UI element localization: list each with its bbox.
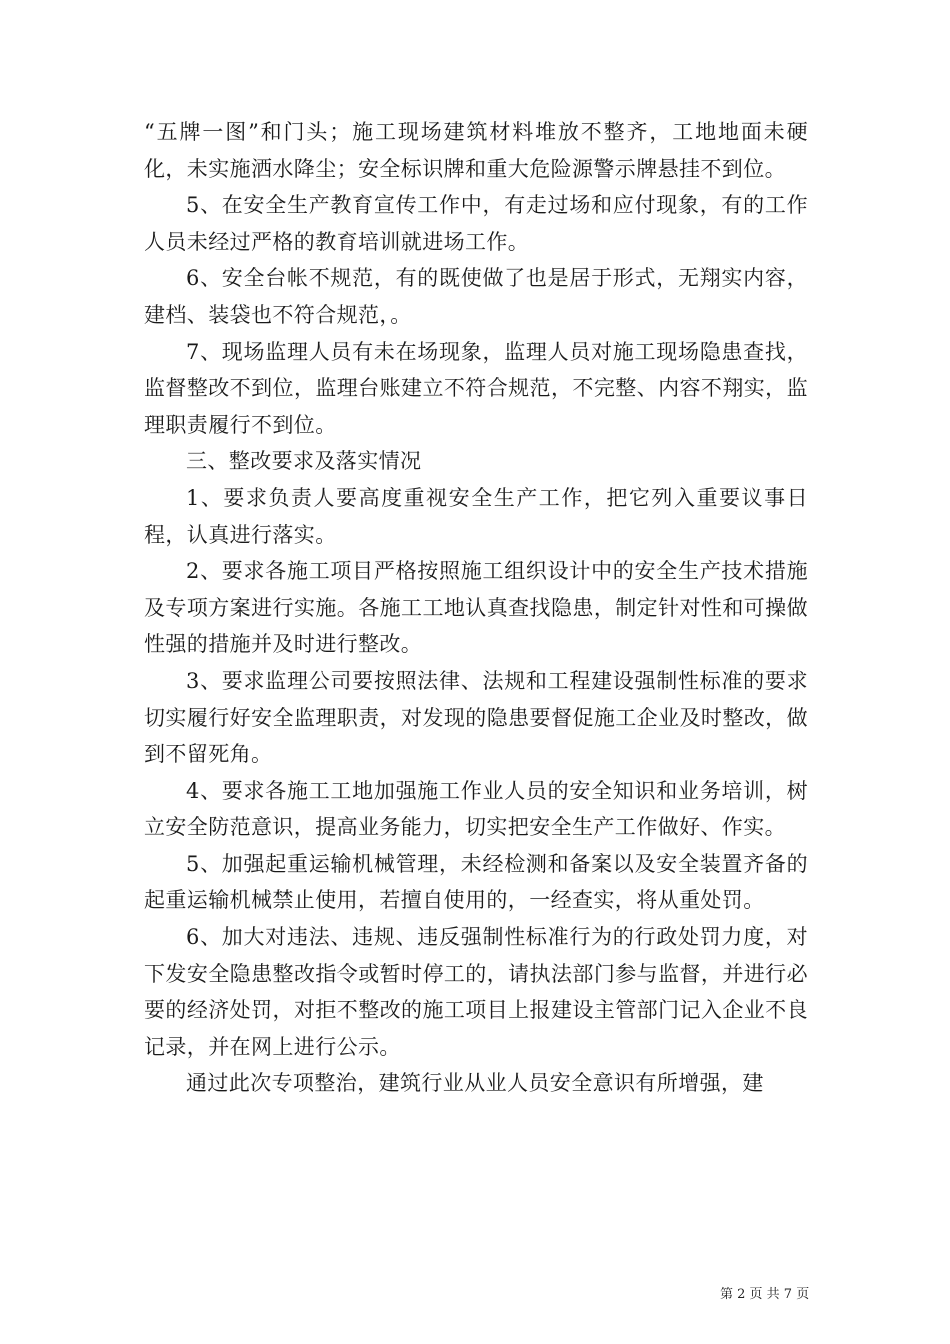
paragraph: 3、要求监理公司要按照法律、法规和工程建设强制性标准的要求切实履行好安全监理职责，对发现的隐患要督促施工企业及时整改，做到不留死角。	[144, 668, 808, 767]
paragraph: 6、加大对违法、违规、违反强制性标准行为的行政处罚力度，对下发安全隐患整改指令或暂时停工的，请执法部门参与监督，并进行必要的经济处罚，对拒不整改的施工项目上报建设主管部门记入企业不良记录，并在网上进行公示。	[144, 925, 808, 1059]
page-number: 第 2 页 共 7 页	[720, 1287, 810, 1302]
paragraph: 2、要求各施工项目严格按照施工组织设计中的安全生产技术措施及专项方案进行实施。各施工工地认真查找隐患，制定针对性和可操做性强的措施并及时进行整改。	[144, 559, 808, 657]
paragraph: 4、要求各施工工地加强施工作业人员的安全知识和业务培训，树立安全防范意识，提高业务能力，切实把安全生产工作做好、作实。	[144, 778, 808, 840]
paragraph: 5、在安全生产教育宣传工作中，有走过场和应付现象，有的工作人员未经过严格的教育培训就进场工作。	[144, 193, 808, 254]
paragraph: 1、要求负责人要高度重视安全生产工作，把它列入重要议事日程，认真进行落实。	[144, 485, 808, 547]
document-body	[144, 114, 808, 1102]
paragraph: 7、现场监理人员有未在场现象，监理人员对施工现场隐患查找，监督整改不到位，监理台账建立不符合规范，不完整、内容不翔实，监理职责履行不到位。	[144, 339, 808, 437]
paragraph: 6、安全台帐不规范，有的既使做了也是居于形式，无翔实内容，建档、装袋也不符合规范，。	[144, 266, 808, 327]
section-heading: 三、整改要求及落实情况	[186, 449, 422, 474]
paragraph: 5、加强起重运输机械管理，未经检测和备案以及安全装置齐备的起重运输机械禁止使用，若擅自使用的，一经查实，将从重处罚。	[144, 851, 808, 913]
paragraph: 通过此次专项整治，建筑行业从业人员安全意识有所增强，建	[186, 1071, 764, 1096]
paragraph: “五牌一图”和门头；施工现场建筑材料堆放不整齐，工地地面未硬化，未实施洒水降尘；安全标识牌和重大危险源警示牌悬挂不到位。	[144, 120, 808, 181]
